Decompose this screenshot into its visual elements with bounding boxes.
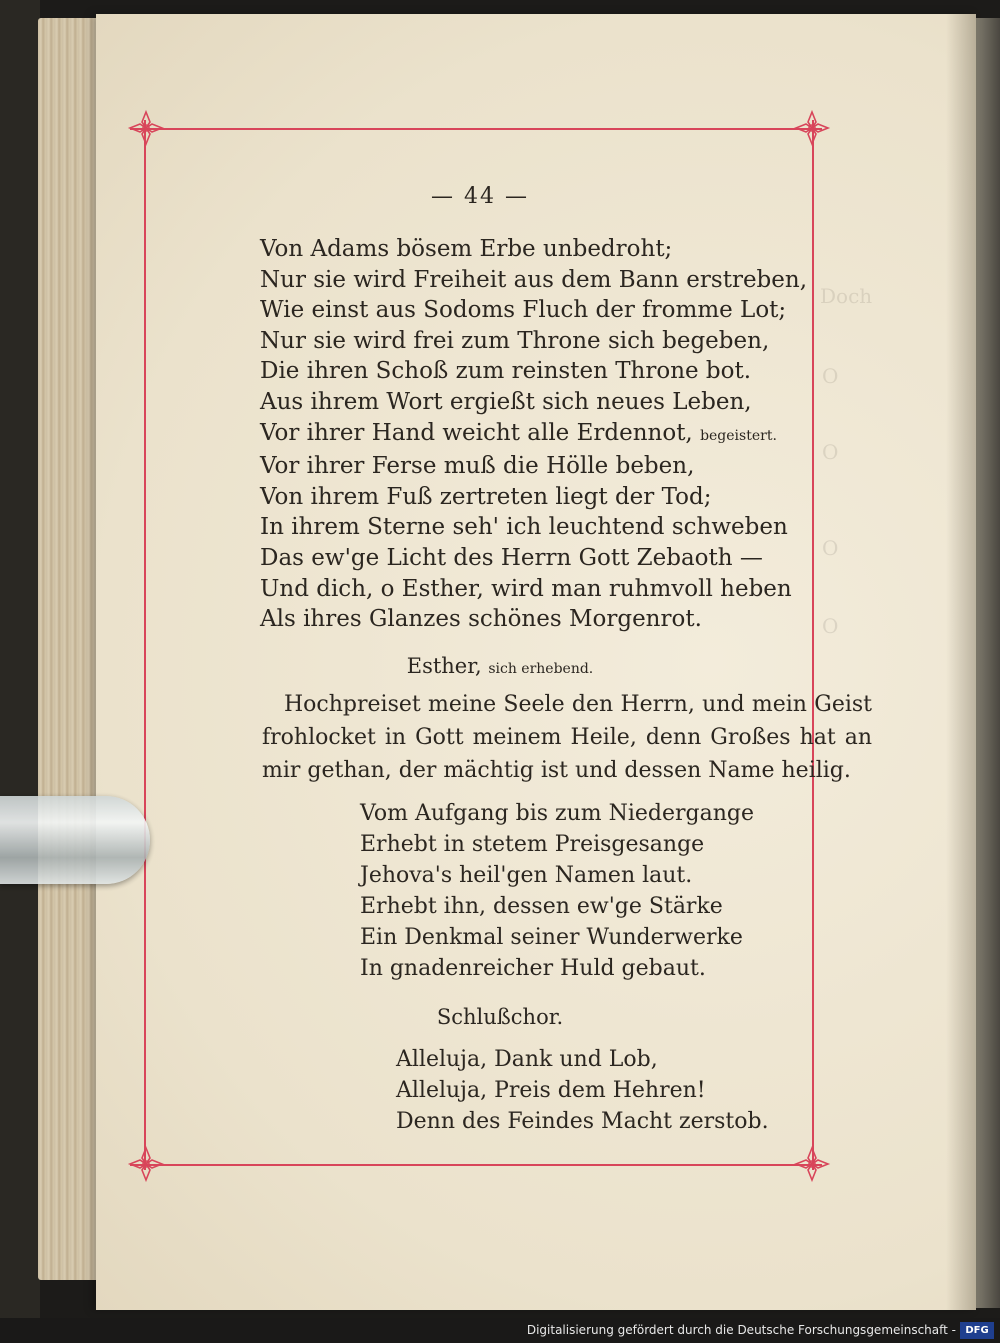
bleed-through-mark: Doch — [820, 284, 873, 308]
verse-line: Von Adams bösem Erbe unbedroht; — [260, 236, 673, 262]
speaker-name: Esther, — [406, 654, 482, 678]
verse-line: Wie einst aus Sodoms Fluch der fromme Lot; — [260, 297, 787, 324]
verse-line: Aus ihrem Wort ergießt sich neues Leben, — [260, 388, 752, 415]
verse-line: Von ihrem Fuß zertreten liegt der Tod; — [260, 483, 712, 510]
section-heading: Schlußchor. — [436, 1005, 564, 1029]
corner-ornament-icon — [126, 108, 166, 148]
verse-line: Als ihres Glanzes schönes Morgenrot. — [260, 606, 702, 633]
frame-bottom-rule — [130, 1164, 822, 1166]
bleed-through-mark: O — [822, 614, 839, 638]
footer-bar — [0, 1318, 1000, 1343]
verse-line: Alleluja, Preis dem Hehren! — [396, 1078, 706, 1103]
verse-block-2 — [360, 798, 754, 984]
verse-line: Jehova's heil'gen Namen laut. — [360, 863, 693, 888]
verse-block-1 — [260, 234, 807, 635]
verse-line: Nur sie wird Freiheit aus dem Bann erstreben, — [260, 266, 808, 293]
verse-line: Nur sie wird frei zum Throne sich begeben, — [260, 327, 770, 354]
verse-line: Vor ihrer Ferse muß die Hölle beben, — [260, 453, 695, 480]
prose-paragraph — [262, 688, 872, 787]
bleed-through-mark: O — [822, 536, 839, 560]
verse-line: Ein Denkmal seiner Wunderwerke — [360, 925, 743, 950]
verse-line: Das ew'ge Licht des Herrn Gott Zebaoth — — [260, 544, 763, 571]
prose-text: Hochpreiset meine Seele den Herrn, und mein Geist frohlocket in Gott meinem Heile, denn Großes hat an mir gethan, der mächtig ist und dessen Name heilig. — [262, 692, 872, 783]
page-number: — 44 — — [431, 184, 529, 209]
verse-line: Vor ihrer Hand weicht alle Erdennot, — [260, 419, 693, 446]
verse-line: Erhebt in stetem Preisgesange — [360, 832, 705, 857]
corner-ornament-icon — [126, 1144, 166, 1184]
corner-ornament-icon — [792, 108, 832, 148]
verse-line: Denn des Feindes Macht zerstob. — [396, 1109, 769, 1134]
footer-credit: Digitalisierung gefördert durch die Deutsche Forschungsgemeinschaft - — [526, 1323, 956, 1337]
verse-block-3 — [396, 1044, 769, 1137]
verse-line: Alleluja, Dank und Lob, — [396, 1047, 658, 1072]
bleed-through-mark: O — [822, 364, 839, 388]
verse-line: Und dich, o Esther, wird man ruhmvoll heben — [260, 575, 792, 602]
page-clip — [0, 796, 150, 884]
bleed-through-mark: O — [822, 440, 839, 464]
verse-line: Erhebt ihn, dessen ew'ge Stärke — [360, 894, 723, 919]
stage-direction: begeistert. — [700, 427, 777, 444]
verse-line: In gnadenreicher Huld gebaut. — [360, 956, 706, 981]
frame-top-rule — [130, 128, 822, 130]
verse-line: Vom Aufgang bis zum Niedergange — [360, 801, 755, 826]
verse-line: Die ihren Schoß zum reinsten Throne bot. — [260, 358, 752, 385]
corner-ornament-icon — [792, 1144, 832, 1184]
verse-line: In ihrem Sterne seh' ich leuchtend schweben — [260, 514, 788, 541]
speaker-direction: sich erhebend. — [488, 661, 594, 677]
verse-line-with-direction — [260, 418, 807, 452]
speaker-heading — [0, 654, 1000, 678]
dfg-logo-icon: DFG — [960, 1322, 994, 1339]
